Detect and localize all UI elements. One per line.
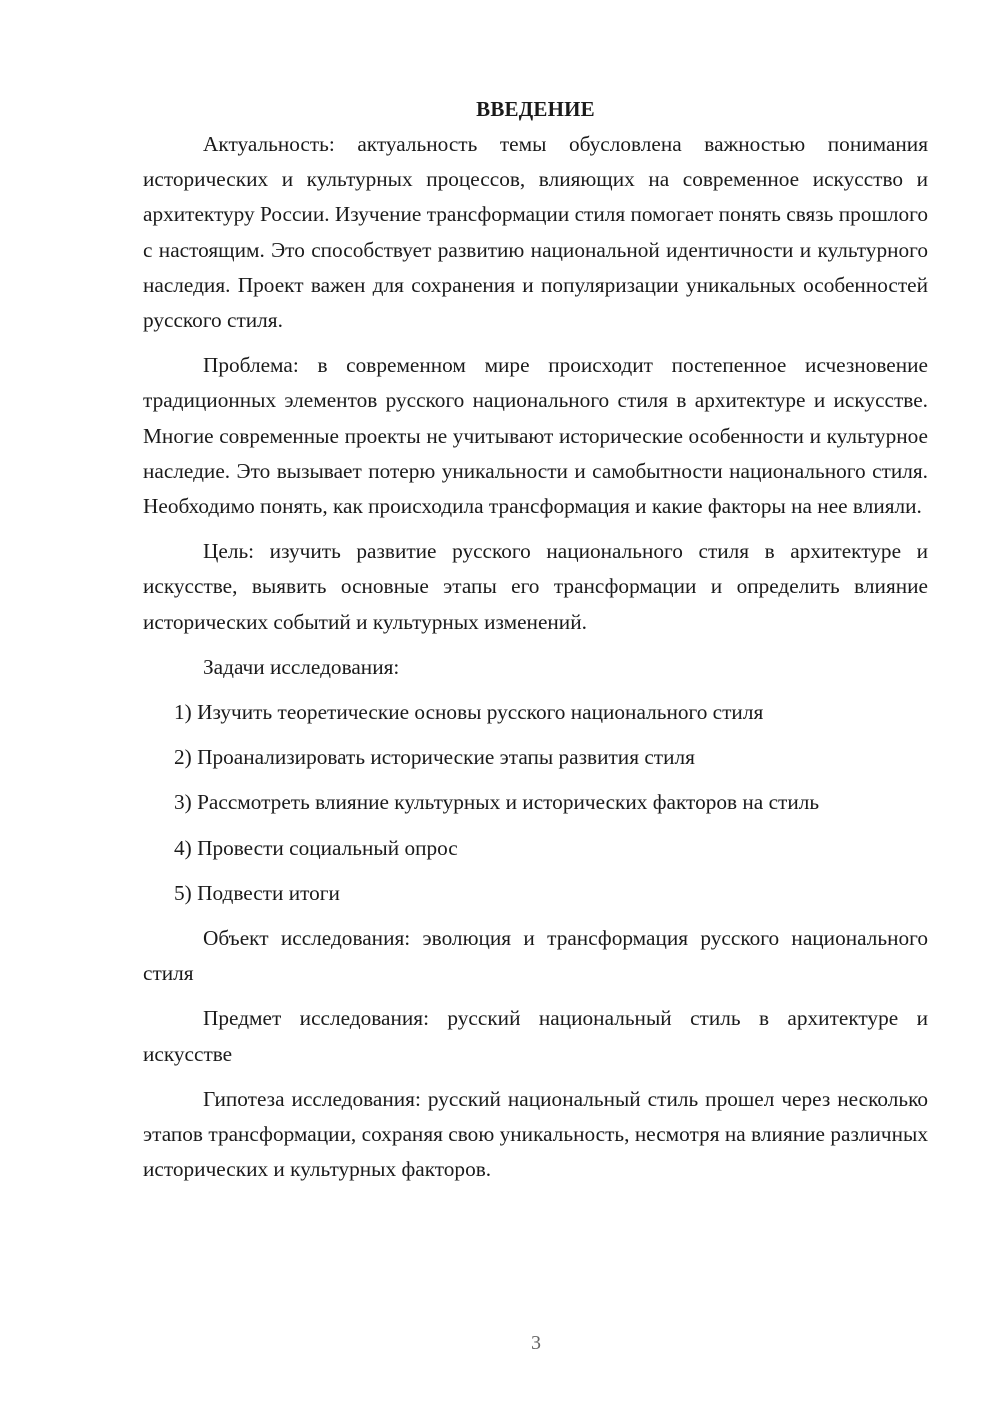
task-list [143,695,928,911]
list-item: 3) Рассмотреть влияние культурных и исторических факторов на стиль [174,790,820,815]
list-item: 4) Провести социальный опрос [174,835,458,860]
subject-paragraph: Предмет исследования: русский национальный стиль в архитектуре и искусстве [143,1006,928,1066]
list-item: 2) Проанализировать исторические этапы развития стиля [174,745,695,770]
tasks-title: Задачи исследования: [203,654,400,679]
list-item: 5) Подвести итоги [174,880,340,905]
hypothesis-paragraph: Гипотеза исследования: русский национальный стиль прошел через несколько этапов трансформации, сохраняя свою уникальность, несмотря на влияние различных исторических и культурных факторов. [143,1086,928,1182]
list-item: 1) Изучить теоретические основы русского национального стиля [174,700,764,725]
problem-paragraph: Проблема: в современном мире происходит постепенное исчезновение традиционных элементов русского национального стиля в архитектуре и искусстве. Многие современные проекты не учитывают исторические особенности и культурное наследие. Это вызывает потерю уникальности и самобытности национального стиля. Необходимо понять, как происходила трансформация и какие факторы на нее влияли. [143,353,928,519]
relevance-paragraph: Актуальность: актуальность темы обусловлена важностью понимания исторических и культурных процессов, влияющих на современное искусство и архитектуру России. Изучение трансформации стиля помогает понять связь прошлого с настоящим. Это способствует развитию национальной идентичности и культурного наследия. Проект важен для сохранения и популяризации уникальных особенностей русского стиля. [143,132,928,333]
document-page [143,92,928,1197]
object-paragraph: Объект исследования: эволюция и трансформация русского национального стиля [143,926,928,986]
goal-paragraph: Цель: изучить развитие русского национального стиля в архитектуре и искусстве, выявить основные этапы его трансформации и определить влияние исторических событий и культурных изменений. [143,539,928,634]
page-title: ВВЕДЕНИЕ [476,97,595,121]
page-number: 3 [531,1332,541,1354]
